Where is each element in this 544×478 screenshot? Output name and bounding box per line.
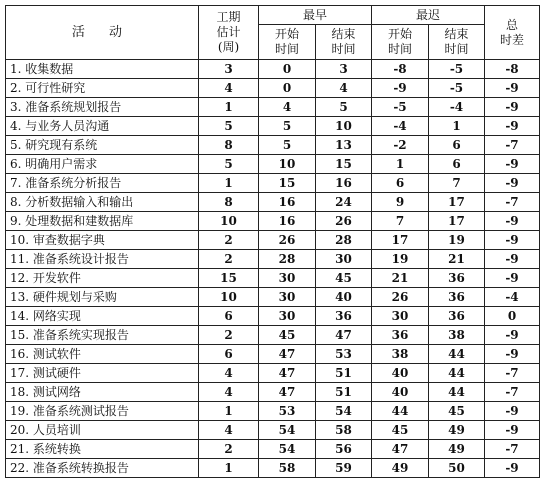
earliest-start-cell: 54: [259, 421, 316, 440]
table-row: [6, 155, 540, 174]
latest-finish-cell: 17: [429, 193, 485, 212]
table-row: [6, 98, 540, 117]
earliest-finish-cell: 54: [316, 402, 372, 421]
earliest-start-cell: 5: [259, 136, 316, 155]
earliest-start-cell: 30: [259, 307, 316, 326]
header-latest: 最迟: [372, 6, 485, 25]
table-row: [6, 79, 540, 98]
activity-cell: 21. 系统转换: [6, 440, 199, 459]
latest-finish-cell: 6: [429, 136, 485, 155]
latest-finish-cell: 1: [429, 117, 485, 136]
latest-finish-cell: 36: [429, 288, 485, 307]
schedule-table: [5, 5, 540, 478]
latest-start-cell: 36: [372, 326, 429, 345]
earliest-start-cell: 15: [259, 174, 316, 193]
slack-cell: -8: [485, 60, 540, 79]
earliest-start-cell: 28: [259, 250, 316, 269]
duration-cell: 3: [199, 60, 259, 79]
earliest-finish-cell: 53: [316, 345, 372, 364]
earliest-finish-cell: 47: [316, 326, 372, 345]
header-slack: [485, 6, 540, 60]
earliest-finish-cell: 10: [316, 117, 372, 136]
header-earliest-finish: [316, 25, 372, 60]
duration-cell: 5: [199, 155, 259, 174]
duration-cell: 2: [199, 326, 259, 345]
header-earliest-start: [259, 25, 316, 60]
latest-finish-cell: -4: [429, 98, 485, 117]
latest-start-cell: 26: [372, 288, 429, 307]
earliest-finish-cell: 36: [316, 307, 372, 326]
earliest-finish-cell: 4: [316, 79, 372, 98]
table-row: [6, 459, 540, 478]
slack-cell: -7: [485, 364, 540, 383]
header-slack-line2: 时差: [499, 32, 524, 47]
header-duration-line1: 工期: [216, 10, 241, 24]
header-earliest-start-line2: 时间: [274, 42, 299, 56]
earliest-finish-cell: 45: [316, 269, 372, 288]
table-row: [6, 136, 540, 155]
slack-cell: -9: [485, 459, 540, 478]
slack-cell: -9: [485, 79, 540, 98]
activity-cell: 19. 准备系统测试报告: [6, 402, 199, 421]
activity-cell: 11. 准备系统设计报告: [6, 250, 199, 269]
duration-cell: 4: [199, 383, 259, 402]
latest-start-cell: 1: [372, 155, 429, 174]
table-row: [6, 250, 540, 269]
activity-cell: 9. 处理数据和建数据库: [6, 212, 199, 231]
earliest-start-cell: 47: [259, 345, 316, 364]
latest-start-cell: 21: [372, 269, 429, 288]
header-slack-line1: 总: [505, 17, 518, 32]
latest-finish-cell: 45: [429, 402, 485, 421]
duration-cell: 2: [199, 250, 259, 269]
earliest-start-cell: 4: [259, 98, 316, 117]
slack-cell: -9: [485, 345, 540, 364]
earliest-finish-cell: 59: [316, 459, 372, 478]
earliest-finish-cell: 13: [316, 136, 372, 155]
activity-cell: 20. 人员培训: [6, 421, 199, 440]
table-row: [6, 326, 540, 345]
header-latest-start: [372, 25, 429, 60]
latest-finish-cell: 21: [429, 250, 485, 269]
duration-cell: 5: [199, 117, 259, 136]
earliest-finish-cell: 56: [316, 440, 372, 459]
slack-cell: -7: [485, 193, 540, 212]
duration-cell: 4: [199, 79, 259, 98]
slack-cell: -9: [485, 212, 540, 231]
header-activity: 活 动: [6, 6, 199, 60]
earliest-start-cell: 47: [259, 383, 316, 402]
slack-cell: -9: [485, 269, 540, 288]
duration-cell: 6: [199, 345, 259, 364]
activity-cell: 18. 测试网络: [6, 383, 199, 402]
latest-finish-cell: 49: [429, 440, 485, 459]
header-duration-line2: 估计: [216, 25, 241, 39]
latest-start-cell: -4: [372, 117, 429, 136]
latest-finish-cell: -5: [429, 60, 485, 79]
activity-cell: 17. 测试硬件: [6, 364, 199, 383]
table-row: [6, 383, 540, 402]
latest-start-cell: -5: [372, 98, 429, 117]
latest-finish-cell: 7: [429, 174, 485, 193]
header-duration-line3: (周): [217, 40, 240, 54]
slack-cell: -9: [485, 98, 540, 117]
latest-start-cell: 40: [372, 383, 429, 402]
table-row: [6, 345, 540, 364]
earliest-start-cell: 30: [259, 288, 316, 307]
header-duration: [199, 6, 259, 60]
earliest-finish-cell: 5: [316, 98, 372, 117]
latest-start-cell: 30: [372, 307, 429, 326]
earliest-finish-cell: 24: [316, 193, 372, 212]
latest-start-cell: 47: [372, 440, 429, 459]
table-row: [6, 193, 540, 212]
activity-cell: 8. 分析数据输入和输出: [6, 193, 199, 212]
header-latest-start-line2: 时间: [387, 42, 412, 56]
activity-cell: 6. 明确用户需求: [6, 155, 199, 174]
activity-cell: 2. 可行性研究: [6, 79, 199, 98]
duration-cell: 10: [199, 212, 259, 231]
earliest-start-cell: 0: [259, 60, 316, 79]
latest-finish-cell: 38: [429, 326, 485, 345]
duration-cell: 15: [199, 269, 259, 288]
earliest-finish-cell: 3: [316, 60, 372, 79]
duration-cell: 8: [199, 193, 259, 212]
table-row: [6, 269, 540, 288]
earliest-start-cell: 0: [259, 79, 316, 98]
table-body: [6, 60, 540, 478]
slack-cell: -7: [485, 136, 540, 155]
header-earliest-finish-line2: 时间: [331, 42, 356, 56]
duration-cell: 8: [199, 136, 259, 155]
earliest-start-cell: 45: [259, 326, 316, 345]
duration-cell: 1: [199, 459, 259, 478]
slack-cell: -9: [485, 250, 540, 269]
duration-cell: 2: [199, 440, 259, 459]
earliest-finish-cell: 30: [316, 250, 372, 269]
latest-finish-cell: 6: [429, 155, 485, 174]
slack-cell: -9: [485, 117, 540, 136]
latest-start-cell: 40: [372, 364, 429, 383]
table-row: [6, 307, 540, 326]
earliest-finish-cell: 28: [316, 231, 372, 250]
latest-finish-cell: 50: [429, 459, 485, 478]
latest-start-cell: 9: [372, 193, 429, 212]
slack-cell: -9: [485, 174, 540, 193]
duration-cell: 10: [199, 288, 259, 307]
earliest-start-cell: 26: [259, 231, 316, 250]
latest-finish-cell: 44: [429, 383, 485, 402]
table-row: [6, 288, 540, 307]
activity-cell: 7. 准备系统分析报告: [6, 174, 199, 193]
table-row: [6, 402, 540, 421]
latest-start-cell: 6: [372, 174, 429, 193]
duration-cell: 4: [199, 421, 259, 440]
header-earliest-start-line1: 开始: [274, 27, 299, 41]
duration-cell: 1: [199, 174, 259, 193]
activity-cell: 1. 收集数据: [6, 60, 199, 79]
latest-start-cell: 19: [372, 250, 429, 269]
table-row: [6, 364, 540, 383]
slack-cell: -9: [485, 231, 540, 250]
earliest-start-cell: 53: [259, 402, 316, 421]
activity-cell: 4. 与业务人员沟通: [6, 117, 199, 136]
slack-cell: -7: [485, 440, 540, 459]
activity-cell: 12. 开发软件: [6, 269, 199, 288]
latest-finish-cell: 44: [429, 364, 485, 383]
latest-start-cell: 7: [372, 212, 429, 231]
latest-finish-cell: 17: [429, 212, 485, 231]
duration-cell: 6: [199, 307, 259, 326]
activity-cell: 5. 研究现有系统: [6, 136, 199, 155]
table-row: [6, 60, 540, 79]
latest-finish-cell: 49: [429, 421, 485, 440]
earliest-finish-cell: 51: [316, 364, 372, 383]
header-latest-finish-line1: 结束: [444, 27, 469, 41]
activity-cell: 13. 硬件规划与采购: [6, 288, 199, 307]
earliest-start-cell: 58: [259, 459, 316, 478]
latest-start-cell: 38: [372, 345, 429, 364]
latest-finish-cell: -5: [429, 79, 485, 98]
activity-cell: 15. 准备系统实现报告: [6, 326, 199, 345]
earliest-finish-cell: 58: [316, 421, 372, 440]
header-earliest: 最早: [259, 6, 372, 25]
latest-start-cell: 45: [372, 421, 429, 440]
table-row: [6, 117, 540, 136]
earliest-start-cell: 16: [259, 193, 316, 212]
earliest-start-cell: 5: [259, 117, 316, 136]
activity-cell: 10. 审查数据字典: [6, 231, 199, 250]
earliest-finish-cell: 16: [316, 174, 372, 193]
activity-cell: 3. 准备系统规划报告: [6, 98, 199, 117]
latest-start-cell: -8: [372, 60, 429, 79]
latest-start-cell: 49: [372, 459, 429, 478]
earliest-start-cell: 10: [259, 155, 316, 174]
schedule-table-container: [5, 5, 540, 478]
latest-start-cell: -9: [372, 79, 429, 98]
slack-cell: -9: [485, 421, 540, 440]
slack-cell: -9: [485, 402, 540, 421]
slack-cell: -7: [485, 383, 540, 402]
table-row: [6, 421, 540, 440]
header-earliest-finish-line1: 结束: [331, 27, 356, 41]
earliest-finish-cell: 40: [316, 288, 372, 307]
header-latest-start-line1: 开始: [387, 27, 412, 41]
latest-start-cell: -2: [372, 136, 429, 155]
earliest-start-cell: 30: [259, 269, 316, 288]
table-row: [6, 212, 540, 231]
duration-cell: 4: [199, 364, 259, 383]
duration-cell: 2: [199, 231, 259, 250]
activity-cell: 14. 网络实现: [6, 307, 199, 326]
earliest-finish-cell: 51: [316, 383, 372, 402]
latest-finish-cell: 19: [429, 231, 485, 250]
latest-start-cell: 17: [372, 231, 429, 250]
duration-cell: 1: [199, 98, 259, 117]
table-row: [6, 440, 540, 459]
activity-cell: 16. 测试软件: [6, 345, 199, 364]
latest-start-cell: 44: [372, 402, 429, 421]
earliest-finish-cell: 15: [316, 155, 372, 174]
header-latest-finish: [429, 25, 485, 60]
slack-cell: 0: [485, 307, 540, 326]
earliest-start-cell: 54: [259, 440, 316, 459]
earliest-finish-cell: 26: [316, 212, 372, 231]
table-row: [6, 174, 540, 193]
header-latest-finish-line2: 时间: [444, 42, 469, 56]
latest-finish-cell: 36: [429, 307, 485, 326]
earliest-start-cell: 47: [259, 364, 316, 383]
latest-finish-cell: 44: [429, 345, 485, 364]
slack-cell: -9: [485, 326, 540, 345]
earliest-start-cell: 16: [259, 212, 316, 231]
slack-cell: -4: [485, 288, 540, 307]
duration-cell: 1: [199, 402, 259, 421]
activity-cell: 22. 准备系统转换报告: [6, 459, 199, 478]
slack-cell: -9: [485, 155, 540, 174]
table-row: [6, 231, 540, 250]
latest-finish-cell: 36: [429, 269, 485, 288]
